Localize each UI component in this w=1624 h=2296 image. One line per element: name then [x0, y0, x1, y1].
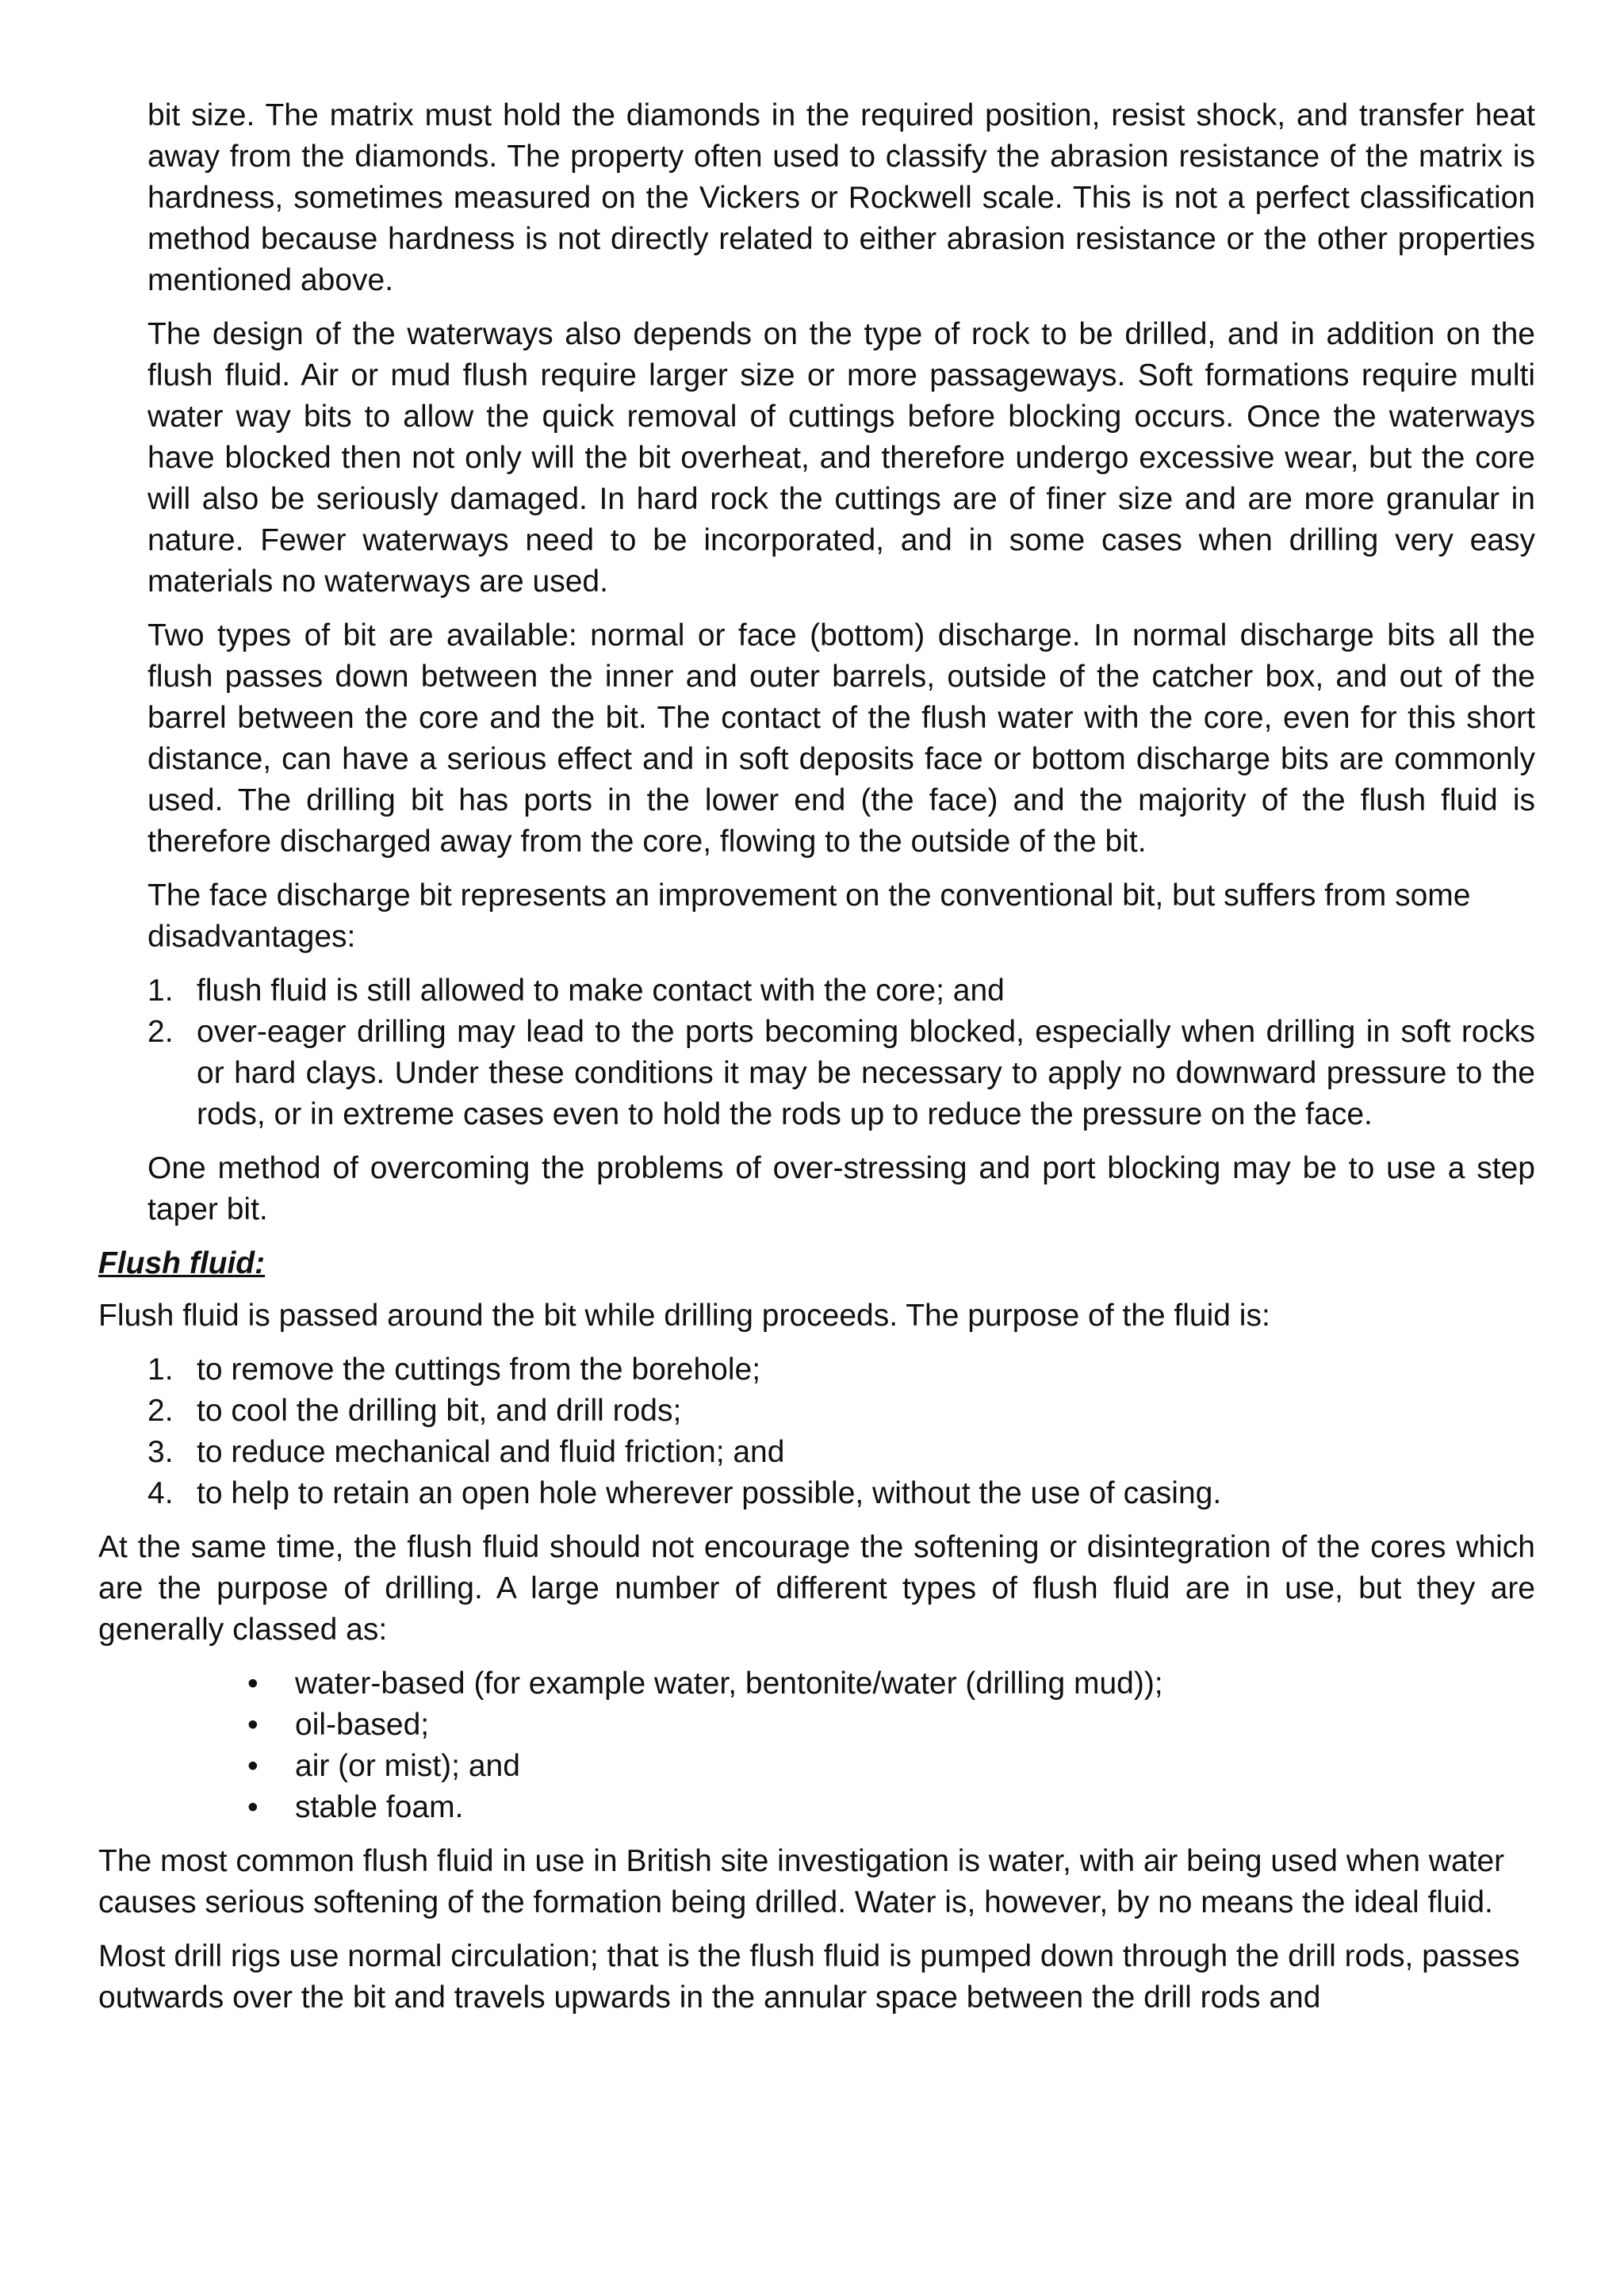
paragraph-matrix: bit size. The matrix must hold the diamonds in the required position, resist shock, and transfer heat away from the diamonds. The property often used to classify the abrasion resistance of the matrix is hardness, sometimes measured on the Vickers or Rockwell scale. This is not a perfect classification method because hardness is not directly related to either abrasion resistance or the other properties mentioned above.: [147, 98, 1535, 297]
list-item-text: flush fluid is still allowed to make contact with the core; and: [197, 974, 1005, 1008]
list-item: [98, 1473, 1535, 1514]
list-item: [98, 1663, 1535, 1705]
list-item-text: oil-based;: [295, 1708, 430, 1742]
list-number: 1.: [147, 1353, 174, 1387]
list-item-text: to cool the drilling bit, and drill rods;: [197, 1394, 682, 1428]
paragraph-face-discharge: The face discharge bit represents an improvement on the conventional bit, but suffers from some disadvantages:: [147, 878, 1471, 954]
bullet-icon: •: [247, 1667, 259, 1701]
list-item-text: to remove the cuttings from the borehole;: [197, 1353, 761, 1387]
list-item: [98, 1787, 1535, 1828]
disadvantages-list: [98, 970, 1535, 1135]
list-item: [98, 1432, 1535, 1473]
list-number: 2.: [147, 1394, 174, 1428]
list-number: 2.: [147, 1015, 174, 1049]
list-item-text: stable foam.: [295, 1790, 464, 1824]
paragraph-flush-intro: Flush fluid is passed around the bit while drilling proceeds. The purpose of the fluid is:: [98, 1299, 1270, 1333]
list-item-text: to help to retain an open hole wherever possible, without the use of casing.: [197, 1476, 1222, 1510]
list-item: [98, 1705, 1535, 1746]
list-item-text: air (or mist); and: [295, 1749, 520, 1783]
bullet-icon: •: [247, 1790, 259, 1824]
page-content: [98, 95, 1535, 2031]
list-item-text: water-based (for example water, bentonite/water (drilling mud));: [295, 1667, 1163, 1701]
list-item: [98, 1746, 1535, 1787]
paragraph-step-taper: One method of overcoming the problems of over-stressing and port blocking may be to use a step taper bit.: [147, 1151, 1535, 1226]
section-heading-flush-fluid: Flush fluid:: [98, 1246, 266, 1280]
bullet-icon: •: [247, 1749, 259, 1783]
paragraph-common-fluid: The most common flush fluid in use in British site investigation is water, with air being used when water causes serious softening of the formation being drilled. Water is, however, by no means the ideal fluid.: [98, 1844, 1505, 1919]
paragraph-bit-types: Two types of bit are available: normal or face (bottom) discharge. In normal discharge bits all the flush passes down between the inner and outer barrels, outside of the catcher box, and out of the barrel between the core and the bit. The contact of the flush water with the core, even for this short distance, can have a serious effect and in soft deposits face or bottom discharge bits are commonly used. The drilling bit has ports in the lower end (the face) and the majority of the flush fluid is therefore discharged away from the core, flowing to the outside of the bit.: [147, 618, 1535, 859]
list-number: 3.: [147, 1435, 174, 1469]
list-number: 4.: [147, 1476, 174, 1510]
paragraph-circulation: Most drill rigs use normal circulation; that is the flush fluid is pumped down through the drill rods, passes outwards over the bit and travels upwards in the annular space between the drill rods and: [98, 1939, 1520, 2015]
fluid-classes-list: [98, 1663, 1535, 1828]
list-item: [98, 970, 1535, 1012]
paragraph-waterways: The design of the waterways also depends on the type of rock to be drilled, and in addition on the flush fluid. Air or mud flush require larger size or more passageways. Soft formations require multi water way bits to allow the quick removal of cuttings before blocking occurs. Once the waterways have blocked then not only will the bit overheat, and therefore undergo excessive wear, but the core will also be seriously damaged. In hard rock the cuttings are of finer size and are more granular in nature. Fewer waterways need to be incorporated, and in some cases when drilling very easy materials no waterways are used.: [147, 317, 1535, 599]
list-item: [98, 1012, 1535, 1135]
paragraph-flush-classes: At the same time, the flush fluid should not encourage the softening or disintegration of the cores which are the purpose of drilling. A large number of different types of flush fluid are in use, but they are generally classed as:: [98, 1530, 1535, 1647]
list-item: [98, 1349, 1535, 1391]
list-item-text: to reduce mechanical and fluid friction; and: [197, 1435, 785, 1469]
list-item: [98, 1391, 1535, 1432]
list-number: 1.: [147, 974, 174, 1008]
list-item-text: over-eager drilling may lead to the ports becoming blocked, especially when drilling in soft rocks or hard clays. Under these conditions it may be necessary to apply no downward pressure to the rods, or in extreme cases even to hold the rods up to reduce the pressure on the face.: [197, 1015, 1535, 1131]
bullet-icon: •: [247, 1708, 259, 1742]
purposes-list: [98, 1349, 1535, 1514]
